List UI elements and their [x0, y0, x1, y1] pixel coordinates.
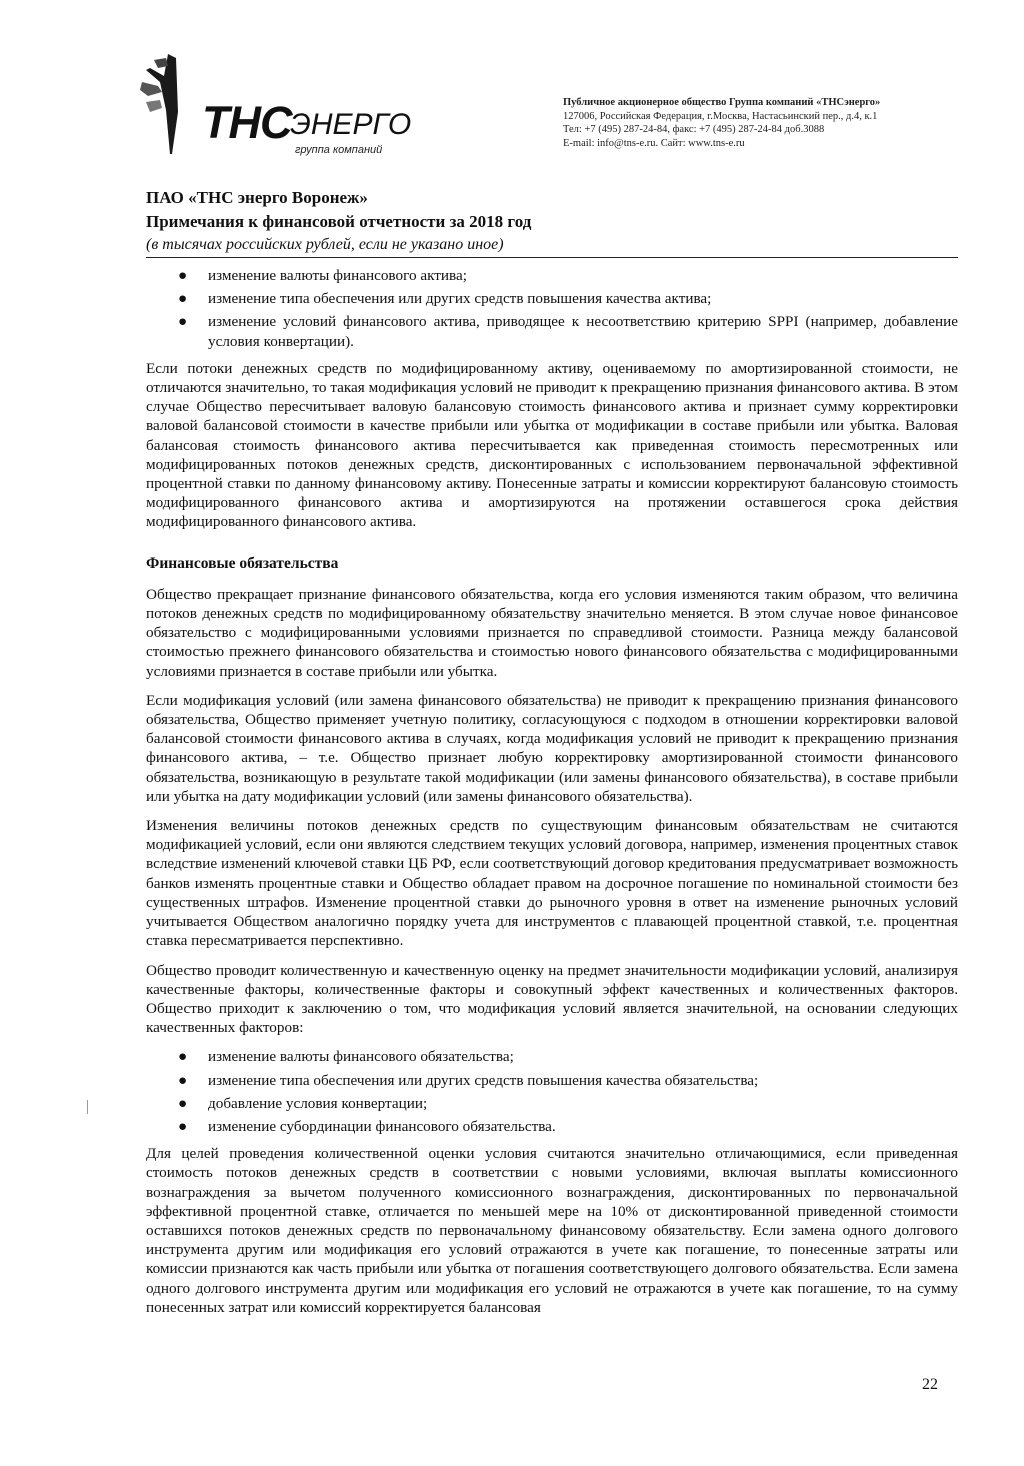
- bullet-dot-icon: ●: [178, 267, 188, 284]
- bullet-dot-icon: ●: [178, 1071, 188, 1089]
- paragraph-assessment: Общество проводит количественную и качественную оценку на предмет значительности модификации условий, анализируя качественные факторы, количественные факторы и совокупный эффект качественных и количественных факторов. Общество приходит к заключению о том, что модификация условий является значительной, на основании следующих качественных факторов:: [146, 961, 958, 1037]
- paragraph-cash-flow-changes: Изменения величины потоков денежных средств по существующим финансовым обязательствам не считаются модификацией условий, если они являются следствием текущих условий договора, например, изменения процентных ставок вследствие изменений ключевой ставки ЦБ РФ, если соответствующий договор кредитования предусматривает возможность банков изменять процентные ставки и Общество обладает правом на досрочное погашение по номинальной стоимости без существенных штрафов. Изменение процентной ставки до рыночного уровня в ответ на изменение рыночных условий учитывается Обществом аналогично порядку учета для инструментов с плавающей процентной ставкой, т.е. процентная ставка пересматривается перспективно.: [146, 817, 958, 950]
- paragraph-asset-modification: Если потоки денежных средств по модифицированному активу, оцениваемому по амортизированной стоимости, не отличаются значительно, то такая модификация условий не приводит к прекращению признания финансового актива. В этом случае Общество пересчитывает валовую балансовую стоимость финансового актива и признает сумму корректировки валовой балансовой стоимости в качестве прибыли или убытка от модификации в составе прибыли или убытка. Валовая балансовая стоимость финансового актива пересчитывается как приведенная стоимость пересмотренных или модифицированных потоков денежных средств, дисконтированных с использованием первоначальной эффективной процентной ставки по данному финансовому активу. Понесенные затраты и комиссии корректируют балансовую стоимость модифицированного финансового актива и амортизируются на протяжении оставшегося срока действия модифицированного финансового актива.: [146, 359, 958, 531]
- list-item: ● изменение валюты финансового обязательства;: [178, 1048, 514, 1066]
- company-logo: [140, 52, 420, 157]
- company-phone: Тел: +7 (495) 287-24-84, факс: +7 (495) 287-24-84 доб.3088: [563, 124, 825, 135]
- bullet-list-asset-factors: [146, 266, 958, 351]
- bullet-dot-icon: ●: [178, 290, 188, 308]
- report-units-note: (в тысячах российских рублей, если не указано иное): [146, 236, 504, 253]
- logo-tagline: группа компаний: [295, 144, 383, 156]
- report-organization: ПАО «ТНС энерго Воронеж»: [146, 188, 368, 207]
- scan-margin-mark: [87, 1100, 88, 1114]
- company-email: E-mail: info@tns-e.ru. Сайт: www.tns-e.ru: [563, 137, 745, 149]
- bullet-list-liability-factors: [146, 1047, 958, 1136]
- list-item: ● изменение субординации финансового обязательства.: [178, 1117, 556, 1135]
- list-item: ● изменение условий финансового актива, приводящее к несоответствию критерию SPPI (например, добавление условия конвертации).: [178, 313, 958, 350]
- company-address: 127006, Российская Федерация, г.Москва, Настасьинский пер., д.4, к.1: [563, 110, 878, 122]
- section-heading-financial-liabilities: Финансовые обязательства: [146, 554, 339, 572]
- list-item: ● изменение типа обеспечения или других средств повышения качества обязательства;: [178, 1071, 759, 1089]
- list-item: ● изменение типа обеспечения или других средств повышения качества актива;: [178, 290, 712, 308]
- bullet-dot-icon: ●: [178, 313, 188, 331]
- document-body: [146, 266, 958, 1327]
- logo-brand-main: ТНС: [202, 97, 292, 148]
- paragraph-liability-derecognition: Общество прекращает признание финансового обязательства, когда его условия изменяются таким образом, что величина потоков денежных средств по модифицированному обязательству значительно меняется. В этом случае новое финансовое обязательство с модифицированными условиями признается по справедливой стоимости. Разница между балансовой стоимостью прежнего финансового обязательства и стоимостью нового финансового обязательства с модифицированными условиями признается в составе прибыли или убытка.: [146, 585, 958, 680]
- header-divider: [146, 257, 958, 258]
- logo-brand-sub: ЭНЕРГО: [290, 108, 412, 141]
- list-item: ● добавление условия конвертации;: [178, 1094, 428, 1112]
- report-title: Примечания к финансовой отчетности за 2018 год: [146, 212, 532, 231]
- bullet-dot-icon: ●: [178, 1117, 188, 1135]
- company-name: Публичное акционерное общество Группа компаний «ТНСэнерго»: [563, 97, 881, 108]
- company-contact-block: [563, 96, 983, 150]
- bullet-dot-icon: ●: [178, 1048, 188, 1066]
- page-number: 22: [922, 1376, 938, 1393]
- list-item: ● изменение валюты финансового актива;: [178, 267, 467, 284]
- paragraph-quantitative-assessment: Для целей проведения количественной оценки условия считаются значительно отличающимися, если приведенная стоимость потоков денежных средств в соответствии с новыми условиями, включая выплаты комиссионного вознаграждения за вычетом полученного комиссионного вознаграждения, дисконтированных по первоначальной эффективной процентной ставке, отличается по меньшей мере на 10% от дисконтированной приведенной стоимости оставшихся потоков денежных средств по первоначальному финансовому обязательству. Если замена одного долгового инструмента другим или модификация его условий отражаются в учете как погашение, то понесенные затраты или комиссии признаются как часть прибыли или убытка от погашения соответствующего долгового обязательства. Если замена одного долгового инструмента другим или модификация его условий не отражаются в учете как погашение, то на сумму понесенных затрат или комиссий корректируется балансовая: [146, 1145, 958, 1316]
- bullet-dot-icon: ●: [178, 1094, 188, 1112]
- paragraph-liability-modification: Если модификация условий (или замена финансового обязательства) не приводит к прекращению признания финансового обязательства, Общество применяет учетную политику, согласующуюся с подходом в отношении корректировки валовой балансовой стоимости финансового актива в случаях, когда модификация условий не приводит к прекращению признания финансового актива, – т.е. Общество признает любую корректировку амортизированной стоимости финансового обязательства, возникающую в результате такой модификации (или замены финансового обязательства), в составе прибыли или убытка на дату модификации условий (или замены финансового обязательства).: [146, 691, 958, 805]
